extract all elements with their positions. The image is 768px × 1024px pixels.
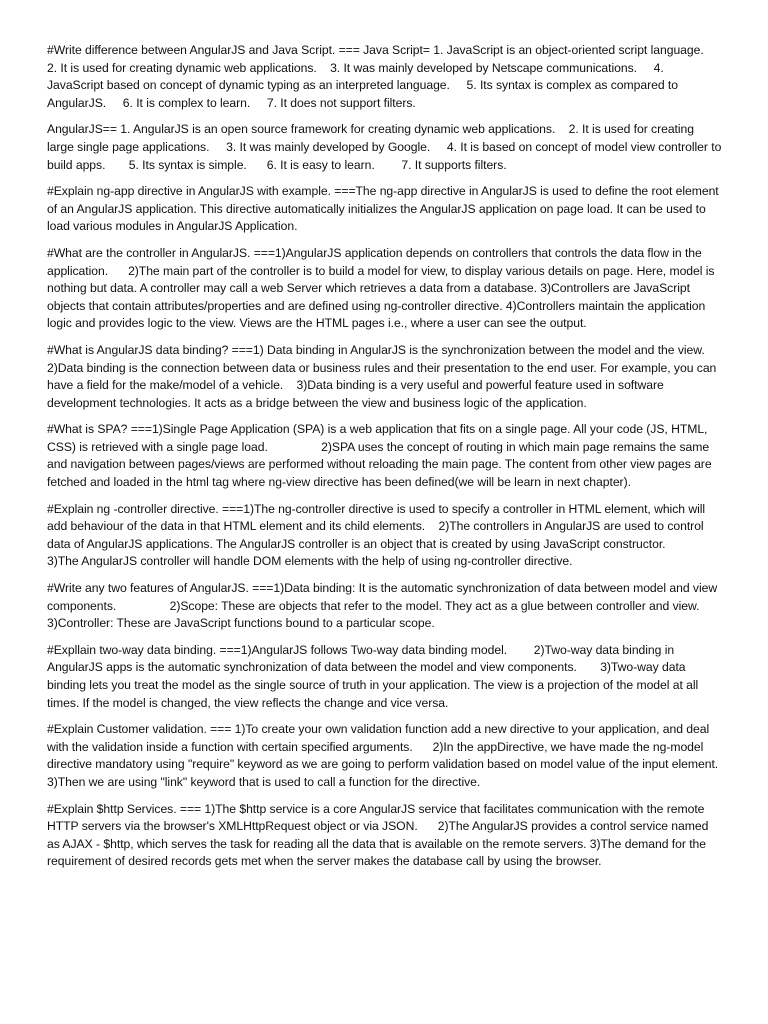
paragraph-custom-validation: #Explain Customer validation. === 1)To create your own validation function add a new directive to your application, and deal with the validation inside a function with certain specified arguments. 2)In the appDirective, we have made the ng-model directive mandatory using "require" keyword as we are going to perform validation based on model value of the input element. 3)Then we are using "link" keyword that is used to call a function for the directive.: [47, 722, 722, 789]
paragraph-http-services: #Explain $http Services. === 1)The $http service is a core AngularJS service that facilitates communication with the remote HTTP servers via the browser's XMLHttpRequest object or via JSON. 2)The AngularJS provides a control service named as AJAX - $http, which serves the task for reading all the data that is available on the remote servers. 3)The demand for the requirement of desired records gets met when the server makes the database call by using the browser.: [47, 801, 712, 869]
paragraph-two-way-binding: #Expllain two-way data binding. ===1)AngularJS follows Two-way data binding model. 2)Two-way data binding in AngularJS apps is the automatic synchronization of data between the model and view components. 3)Two-way data binding lets you treat the model as the single source of truth in your application. The view is a projection of the model at all times. If the model is changed, the view reflects the change and vice versa.: [47, 642, 702, 710]
paragraph-angularjs-features: AngularJS== 1. AngularJS is an open source framework for creating dynamic web applications. 2. It is used for creating large single page applications. 3. It was mainly developed by Google. 4. It is based on concept of model view controller to build apps. 5. Its syntax is simple. 6. It is easy to learn. 7. It supports filters.: [47, 122, 725, 172]
paragraph-controllers: #What are the controller in AngularJS. ===1)AngularJS application depends on controllers that controls the data flow in the application. 2)The main part of the controller is to build a model for view, to display various details on page. Here, model is nothing but data. A controller may call a web Server which retrieves a data from a database. 3)Controllers are JavaScript objects that contain attributes/properties and are defined using ng-controller directive. 4)Controllers maintain the application logic and provides logic to the view. Views are the HTML pages i.e., where a user can see the output.: [47, 245, 718, 331]
paragraph-two-features: #Write any two features of AngularJS. ===1)Data binding: It is the automatic synchronization of data between model and view components. 2)Scope: These are objects that refer to the model. They act as a glue between controller and view. 3)Controller: These are JavaScript functions bound to a particular scope.: [47, 581, 753, 631]
paragraph-ng-controller: #Explain ng -controller directive. ===1)The ng-controller directive is used to specify a controller in HTML element, which will add behaviour of the data in that HTML element and its child elements. 2)The controllers in AngularJS are used to control data of AngularJS applications. The AngularJS controller is an object that is created by using JavaScript constructor. 3)The AngularJS controller will handle DOM elements with the help of using ng-controller directive.: [47, 501, 719, 569]
document-page: [47, 42, 753, 880]
paragraph-spa: #What is SPA? ===1)Single Page Application (SPA) is a web application that fits on a single page. All your code (JS, HTML, CSS) is retrieved with a single page load. 2)SPA uses the concept of routing in which main page remains the same and navigation between pages/views are performed without reloading the main page. The content from other view pages are fetched and loaded in the html tag where ng-view directive has been defined(we will be learn in next chapter).: [47, 422, 715, 490]
paragraph-js-vs-angular: #Write difference between AngularJS and Java Script. === Java Script= 1. JavaScript is an object-oriented script language. 2. It is used for creating dynamic web applications. 3. It was mainly developed by Netscape communications. 4. JavaScript based on concept of dynamic typing as an interpreted language. 5. Its syntax is complex as compared to AngularJS. 6. It is complex to learn. 7. It does not support filters.: [47, 43, 718, 110]
paragraph-data-binding: #What is AngularJS data binding? ===1) Data binding in AngularJS is the synchronization between the model and the view. 2)Data binding is the connection between data or business rules and their presentation to the end user. For example, you can have a field for the make/model of a vehicle. 3)Data binding is a very useful and powerful feature used in software development technologies. It acts as a bridge between the view and business logic of the application.: [47, 342, 720, 410]
paragraph-ng-app: #Explain ng-app directive in AngularJS with example. ===The ng-app directive in AngularJS is used to define the root element of an AngularJS application. This directive automatically initializes the AngularJS application on page load. It can be used to load various modules in AngularJS Application.: [47, 184, 722, 234]
